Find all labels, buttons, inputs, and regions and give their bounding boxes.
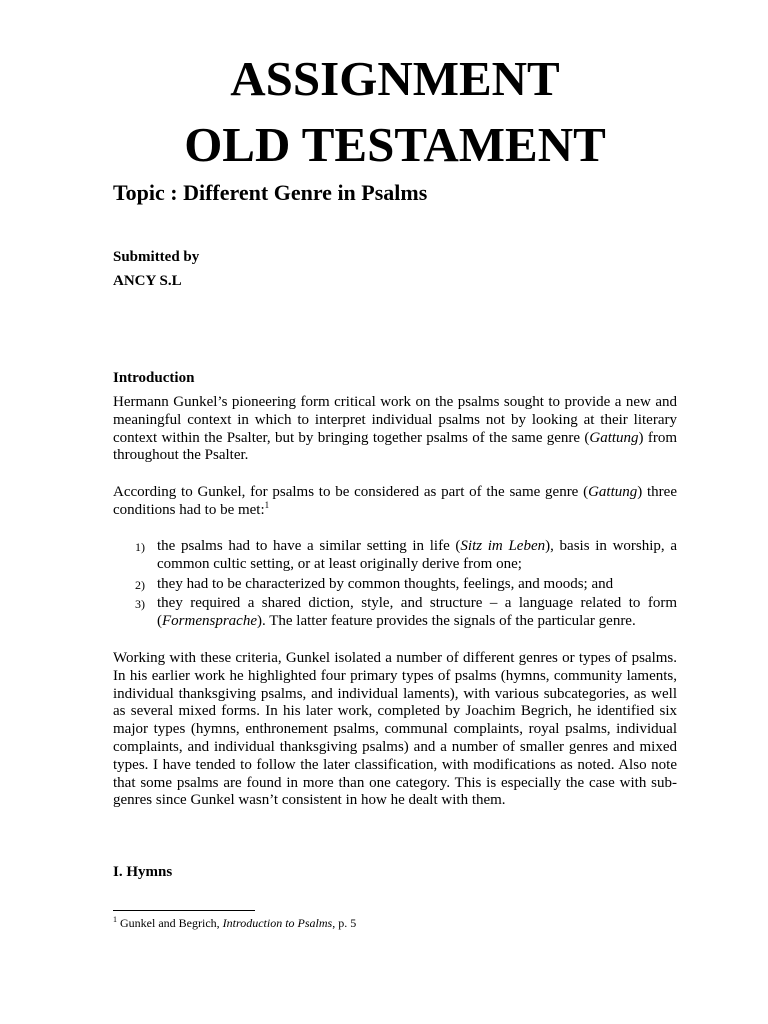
text-span: the psalms had to have a similar setting in life ( bbox=[157, 538, 461, 554]
italic-term: Sitz im Leben bbox=[460, 538, 546, 554]
italic-term: Gattung bbox=[589, 429, 639, 446]
text-span: According to Gunkel, for psalms to be considered as part of the same genre ( bbox=[113, 484, 589, 500]
author-name: ANCY S.L bbox=[113, 273, 182, 289]
list-number: 2) bbox=[135, 577, 145, 592]
text-span: Gunkel and Begrich, bbox=[117, 916, 223, 930]
footnote bbox=[113, 916, 356, 930]
text-span: ) three conditions had to be met: bbox=[113, 484, 677, 518]
text-span: they required a shared diction, style, and structure – a language related to form ( bbox=[157, 595, 677, 630]
list-item bbox=[113, 595, 677, 631]
italic-term: Formensprache bbox=[162, 613, 257, 630]
submitted-by-label: Submitted by bbox=[113, 249, 200, 265]
text-span: they had to be characterized by common thoughts, feelings, and moods; and bbox=[157, 575, 614, 592]
intro-paragraph-3: Working with these criteria, Gunkel isolated a number of different genres or types of psalms. In his earlier work he highlighted four primary types of psalms (hymns, community laments, individual thanksgiving psalms, and individual laments), with various subcategories, as well as several mixed forms. In his later work, completed by Joachim Begrich, he identified six major types (hymns, enthronement psalms, communal complaints, royal psalms, individual complaints, and individual thanksgiving psalms) and a number of smaller genres and mixed types. I have tended to follow the later classification, with modifications as noted. Also note that some psalms are found in more than one category. This is especially the case with sub-genres since Gunkel wasn’t consistent in how he dealt with them. bbox=[113, 650, 677, 809]
topic-heading: Topic : Different Genre in Psalms bbox=[113, 180, 428, 205]
intro-paragraph-2 bbox=[113, 484, 677, 520]
italic-title: Introduction to Psalms bbox=[222, 916, 333, 930]
text-span: ). The latter feature provides the signals of the particular genre. bbox=[256, 613, 636, 630]
conditions-list bbox=[113, 538, 677, 633]
text-span: ), basis in worship, a common cultic setting, or at least originally derive from one; bbox=[157, 538, 677, 572]
list-item bbox=[113, 538, 677, 574]
text-span: Hermann Gunkel’s pioneering form critical work on the psalms sought to provide a new and meaningful context in which to interpret individual psalms not by looking at their literary context within the Psalter, but by bringing together psalms of the same genre ( bbox=[113, 394, 677, 446]
list-number: 3) bbox=[135, 597, 145, 612]
title-line-2: OLD TESTAMENT bbox=[184, 117, 606, 172]
footnote-reference[interactable]: 1 bbox=[264, 499, 270, 510]
introduction-heading: Introduction bbox=[113, 370, 195, 386]
intro-paragraph-1 bbox=[113, 394, 677, 465]
footnote-separator bbox=[113, 910, 255, 911]
italic-term: Gattung bbox=[588, 484, 638, 500]
footnote-number: 1 bbox=[113, 915, 117, 924]
text-span: ) from throughout the Psalter. bbox=[113, 429, 677, 464]
title-line-1: ASSIGNMENT bbox=[230, 51, 560, 106]
list-number: 1) bbox=[135, 540, 145, 554]
hymns-heading: I. Hymns bbox=[113, 864, 173, 880]
text-span: , p. 5 bbox=[332, 916, 357, 930]
list-item bbox=[113, 576, 677, 594]
